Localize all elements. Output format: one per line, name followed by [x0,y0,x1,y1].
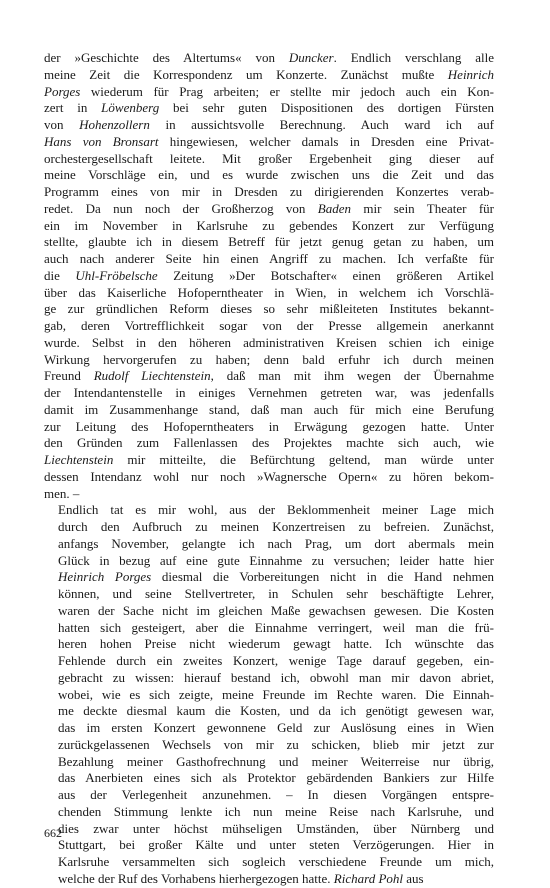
text-line [44,603,494,620]
paragraph [44,50,494,502]
text-run: meine Zeit die Korrespondenz um Konzerte. Zunächst mußte [44,66,448,82]
text-run: hingewiesen, welcher damals in Dresden eine Privat- [158,133,495,149]
text-run: Glück in bezug auf eine gute Einnahme zu versuchen; leider hatte hier [58,552,494,568]
text-run: zurückgelassenen Wechsels von mir zu schicken, blieb mir jetzt zur [58,736,494,752]
italic-name: Baden [317,200,351,216]
text-run: dessen Intendanz wohl nur noch »Wagnersche Opern« zu hören bekom- [44,468,494,484]
text-line [44,335,494,352]
text-run: Freund [44,368,94,384]
text-line [44,636,494,653]
text-run: . Endlich verschlang alle [333,50,494,65]
text-run: wobei, wie es sich zeigte, meine Freunde im Rechte waren. Die Einnah- [58,686,494,702]
text-run: wiederum für Prag arbeiten; er stellte mir jedoch auch ein Kon- [80,83,494,99]
text-line [44,770,494,787]
text-run: die [44,267,76,283]
italic-name: Heinrich Porges [58,569,152,585]
text-line [44,586,494,603]
text-line [44,167,494,184]
text-line [44,871,494,888]
text-run: chenden Stimmung lenkte ich nun meine Reise nach Karlsruhe, und [58,803,494,819]
italic-name: Duncker [288,50,334,65]
text-line [44,368,494,385]
text-line [44,687,494,704]
text-run: Programm eines von mir in Dresden zu dirigierenden Konzertes verab- [44,184,494,199]
text-run: ein im November in Karlsruhe zu gebendes Konzert zur Verfügung [44,217,494,233]
page-number: 662 [44,826,62,840]
text-run: bei sehr guten Dispositionen des dortigen Fürsten [159,100,494,116]
text-run: welche der Ruf des Vorhabens hierhergezogen hatte. [58,870,334,886]
text-line [44,569,494,586]
text-line [44,50,494,67]
text-run: redet. Da nun noch der Großherzog von [44,200,318,216]
italic-name: Rudolf Liechtenstein [93,368,211,384]
text-run: diesmal die Vorbereitungen nicht in die Hand nehmen [151,569,494,585]
text-run: der »Geschichte des Altertums« von [44,50,289,65]
text-line [44,134,494,151]
text-run: den Gründen zum Fallenlassen des Projektes machte sich auch, wie [44,435,494,451]
text-line [44,502,494,519]
italic-name: Löwenberg [101,100,160,116]
text-run: stellte, glaubte ich in diesem Betreff für jetzt genug getan zu haben, um [44,234,494,250]
text-run: Bezahlung meiner Gasthofrechnung und meiner Weiterreise nur übrig, [58,753,494,769]
text-line [44,67,494,84]
text-line [44,653,494,670]
text-line [44,486,494,503]
text-line [44,754,494,771]
text-run: heren hohen Preise nicht wiederum gewagt hatte. Ich wünschte das [58,636,494,652]
text-run: Fehlende durch ein zweites Konzert, wenige Tage darauf gegeben, ein- [58,653,494,668]
text-line [44,703,494,720]
text-run: zur Leitung des Hofoperntheaters in Erwägung gezogen hatte. Unter [44,418,494,434]
text-line [44,318,494,335]
italic-name: Porges [44,83,81,99]
text-run: gab, deren Vortrefflichkeit sogar von der Presse allgemein anerkannt [44,318,494,333]
text-run: durch den Aufbruch zu meinen Konzertreisen zu befreien. Zunächst, [58,519,494,534]
paragraph [44,502,494,887]
text-run: meine Vorschläge ein, und es wurde zwischen uns die Zeit und das [44,167,494,183]
text-run: zert in [44,100,102,116]
text-run: Karlsruhe versammelten sich sogleich verschiedene Freunde um mich, [58,854,494,869]
text-line [44,201,494,218]
text-line [44,301,494,318]
text-run: aus der Verlegenheit anzunehmen. – In diesen Vorgängen entspre- [58,787,494,802]
text-line [44,553,494,570]
italic-name: Liechtenstein [44,452,114,467]
text-run: der Intendantenstelle in einiges Vernehmen getreten war, was jedenfalls [44,385,494,400]
text-line [44,452,494,469]
text-run: gebracht zu wissen: hierauf bestand ich, obwohl man mir davon abriet, [58,669,494,685]
text-line [44,285,494,302]
text-run: Endlich tat es mir wohl, aus der Beklommenheit meiner Lage mich [58,502,494,518]
text-run: das im ersten Konzert gewonnene Geld zur Auslösung eines in Wien [58,720,494,735]
page-body [44,50,494,888]
text-run: aus [403,870,424,886]
text-line [44,670,494,687]
text-line [44,737,494,754]
text-run: wurde. Selbst in den höheren administrativen Kreisen schien ich einige [44,334,494,350]
text-line [44,821,494,838]
text-run: von [44,117,80,132]
text-run: , daß man mit ihm wegen der Übernahme [210,368,494,384]
text-line [44,218,494,235]
text-run: auch nach anderer Seite hin einen Angriff zu machen. Ich verfaßte für [44,251,494,266]
text-run: men. – [44,485,80,501]
text-run: orchestergesellschaft leitete. Mit großer Ergebenheit ging dieser auf [44,150,494,166]
italic-name: Heinrich [447,66,494,82]
text-run: über das Kaiserliche Hofoperntheater in Wien, in welchem ich Vorschlä- [44,284,494,300]
text-line [44,787,494,804]
text-line [44,804,494,821]
text-line [44,251,494,268]
text-run: ge zur gründlichen Reform dieses so sehr mißleiteten Institutes bekannt- [44,301,494,317]
text-line [44,352,494,369]
text-run: in aussichtsvolle Berechnung. Auch ward ich auf [149,117,495,132]
text-run: mir sein Theater für [351,200,494,216]
text-run: Stuttgart, bei großer Kälte und unter steten Verzögerungen. Hier in [58,837,494,853]
text-run: hatten sich gesteigert, aber die Einnahme verringert, weil man die frü- [58,619,494,635]
italic-name: Uhl-Fröbelsche [75,267,158,283]
text-line [44,419,494,436]
italic-name: Richard Pohl [333,870,403,886]
text-line [44,268,494,285]
text-run: Zeitung »Der Botschafter« einen größeren Artikel [157,267,494,283]
text-line [44,84,494,101]
text-line [44,385,494,402]
text-line [44,854,494,871]
italic-name: Hans von Bronsart [44,133,159,149]
text-run: anfangs November, gelangte ich nach Prag, um dort abermals mein [58,535,494,551]
text-line [44,184,494,201]
text-line [44,620,494,637]
text-run: Wirkung hervorgerufen zu haben; denn bald erfuhr ich durch meinen [44,351,494,367]
text-line [44,536,494,553]
text-run: me deckte diesmal kaum die Kosten, und da ich genötigt gewesen war, [58,703,494,719]
text-line [44,519,494,536]
text-line [44,234,494,251]
text-line [44,720,494,737]
text-line [44,402,494,419]
text-line [44,469,494,486]
text-run: dies zwar unter höchst mühseligen Umständen, über Nürnberg und [58,820,494,836]
text-run: mir mitteilte, die Befürchtung geltend, man würde unter [113,452,494,467]
text-line [44,151,494,168]
text-run: können, und seine Stellvertreter, in Schulen sehr beschäftigte Lehrer, [58,586,494,601]
text-line [44,837,494,854]
text-line [44,117,494,134]
text-run: damit im Zusammenhange stand, daß man auch für mich eine Berufung [44,401,494,417]
italic-name: Hohenzollern [79,117,150,132]
text-line [44,100,494,117]
text-run: das Anerbieten eines sich als Protektor gebärdenden Bankiers zur Hilfe [58,770,494,786]
text-run: waren der Sache nicht im gleichen Maße gewachsen gewesen. Die Kosten [58,602,494,618]
text-line [44,435,494,452]
